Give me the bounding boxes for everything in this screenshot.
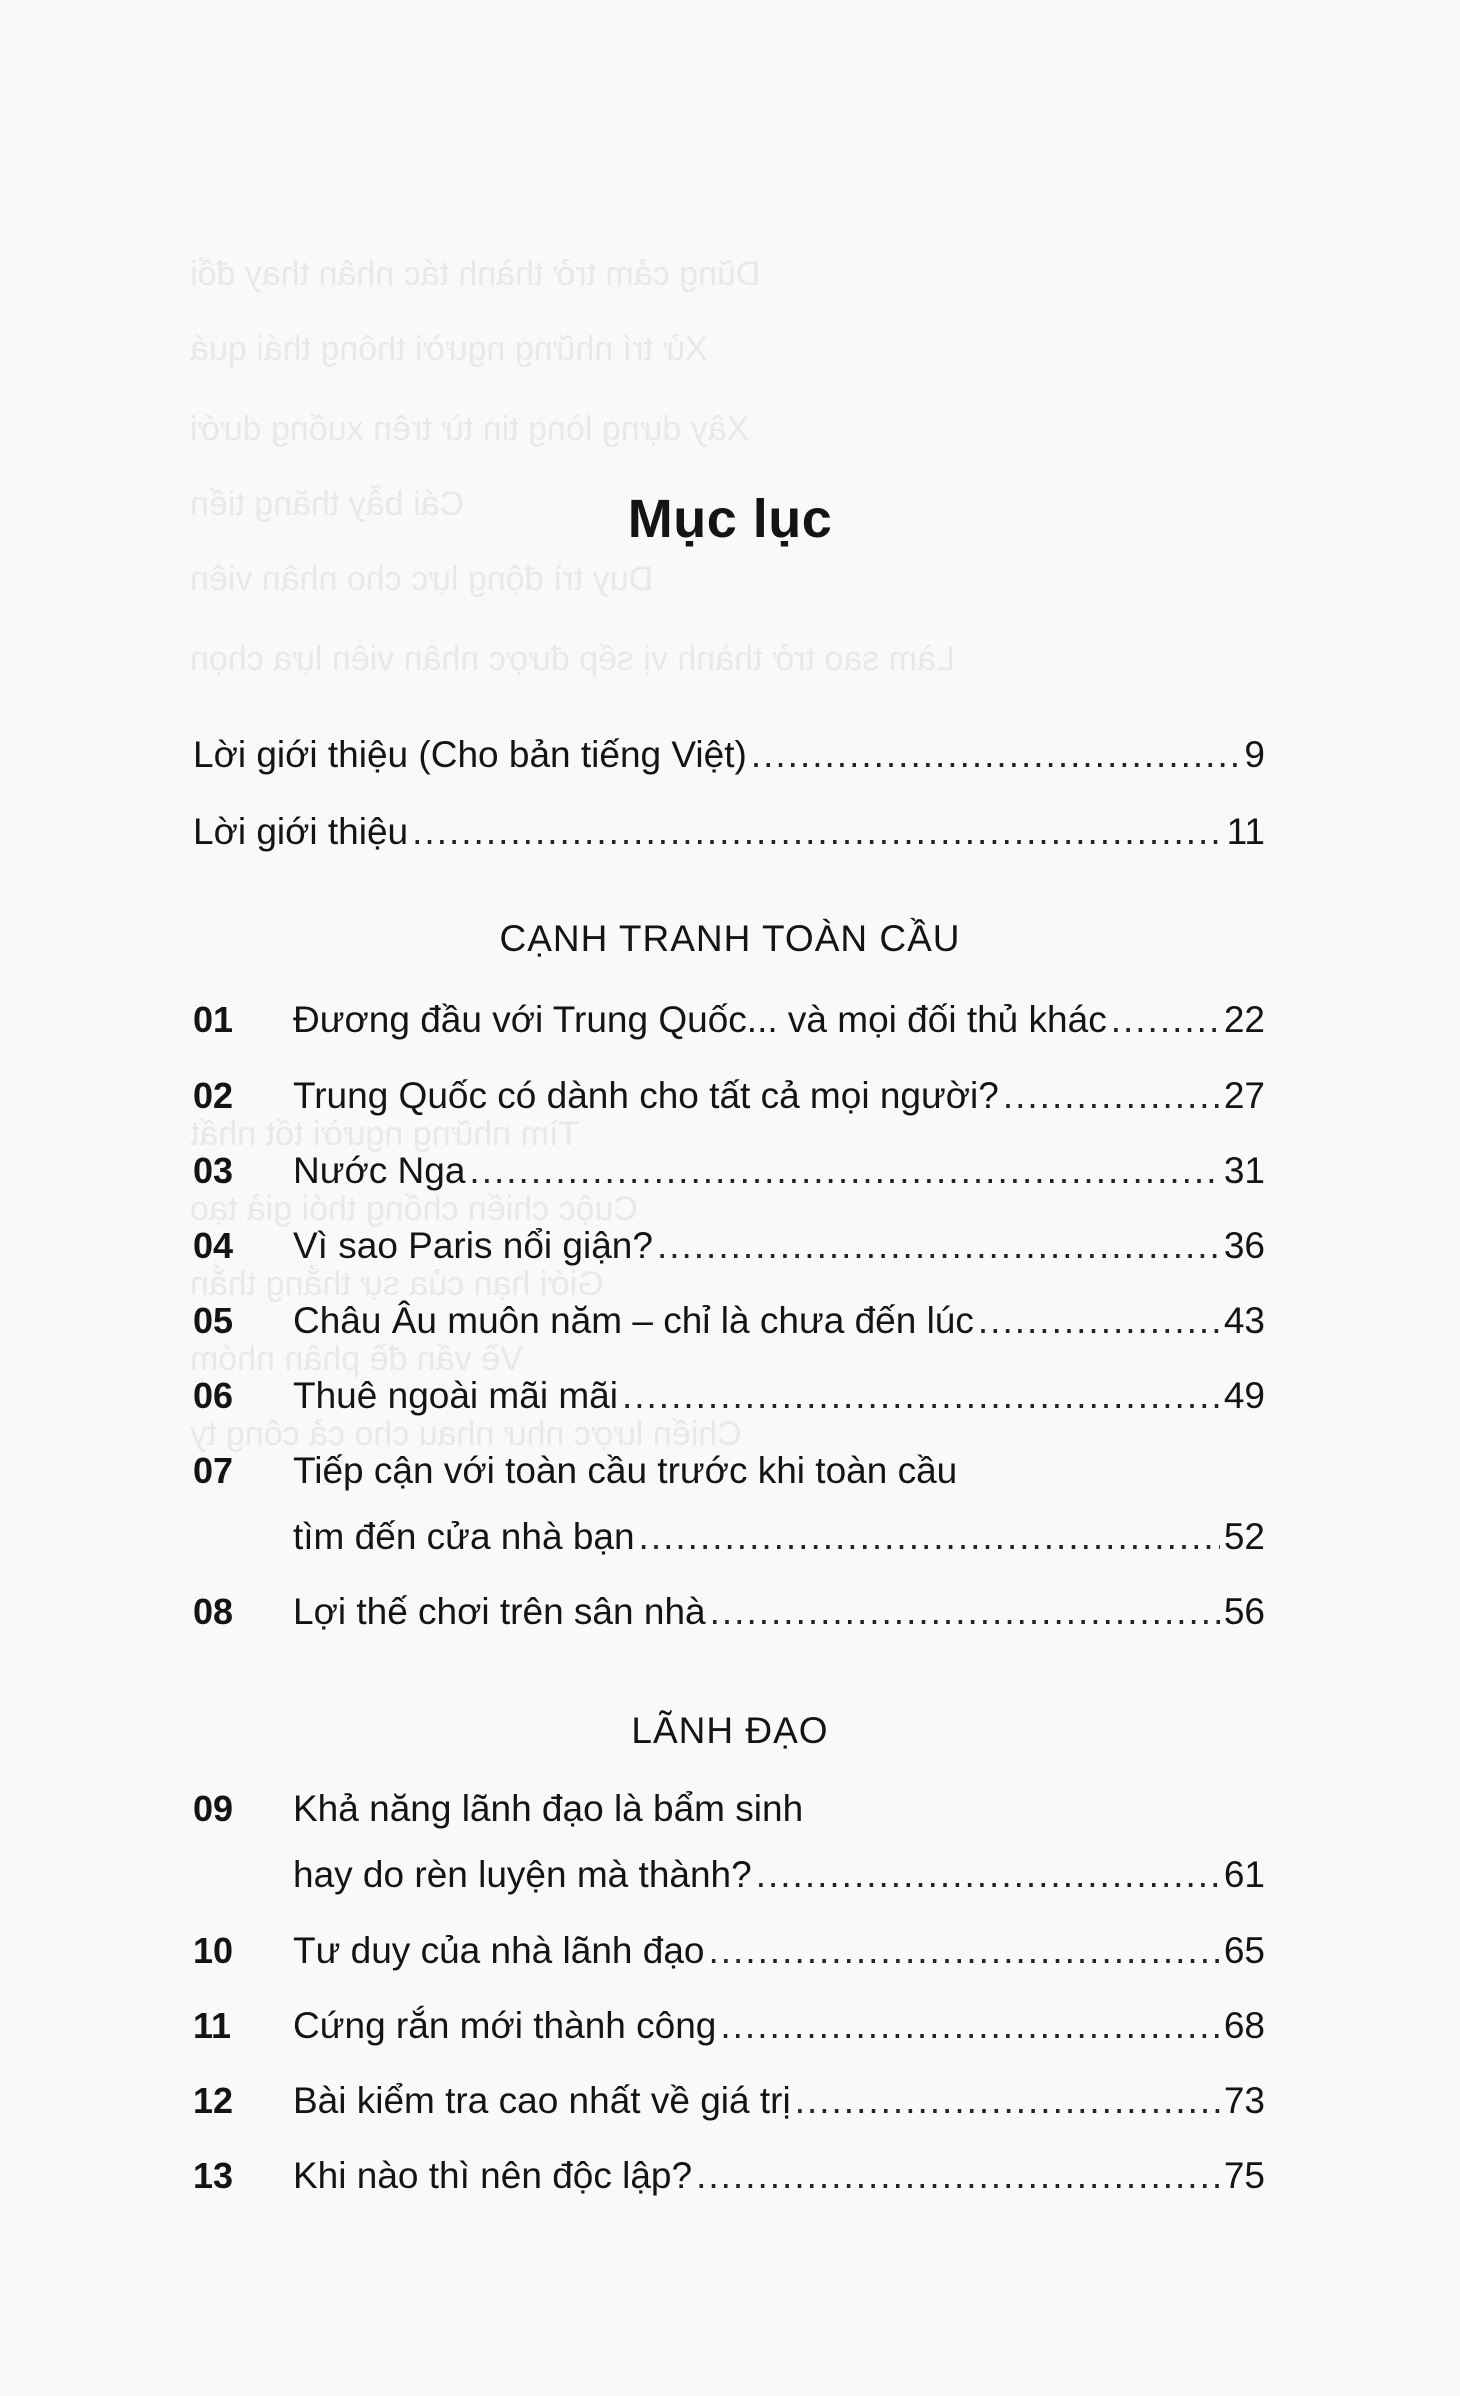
toc-entry-page: 22 [1223, 999, 1265, 1040]
toc-entry-label: Vì sao Paris nổi giận? [293, 1225, 653, 1266]
chapter-number: 13 [193, 2155, 234, 2196]
chapter-number: 07 [193, 1450, 234, 1491]
leader-dots [978, 1299, 1220, 1343]
chapter-number: 10 [193, 1930, 234, 1971]
leader-dots [1111, 998, 1220, 1042]
toc-entry-04[interactable] [193, 1224, 1265, 1268]
leader-dots [756, 1853, 1220, 1897]
leader-dots [412, 810, 1222, 854]
chapter-number: 11 [193, 2005, 232, 2046]
toc-entry-page: 52 [1223, 1516, 1265, 1557]
chapter-number: 04 [193, 1225, 234, 1266]
toc-entry-10[interactable] [193, 1929, 1265, 1973]
chapter-number: 12 [193, 2080, 234, 2121]
toc-entry-page: 61 [1223, 1854, 1265, 1895]
chapter-number: 05 [193, 1300, 234, 1341]
toc-entry-page: 9 [1244, 734, 1265, 775]
leader-dots [1003, 1074, 1220, 1118]
toc-entry-label: Cứng rắn mới thành công [293, 2005, 717, 2046]
toc-entry-page: 65 [1223, 1930, 1265, 1971]
toc-entry-12[interactable] [193, 2079, 1265, 2123]
toc-entry-label: Nước Nga [293, 1150, 466, 1191]
toc-entry-label: Bài kiểm tra cao nhất về giá trị [293, 2080, 791, 2121]
leader-dots [639, 1515, 1220, 1559]
toc-entry-page: 27 [1223, 1075, 1265, 1116]
chapter-number: 06 [193, 1375, 234, 1416]
toc-entry-intro[interactable] [193, 810, 1265, 854]
toc-entry-page: 49 [1223, 1375, 1265, 1416]
toc-entry-label: Lời giới thiệu (Cho bản tiếng Việt) [193, 734, 747, 775]
toc-entry-05[interactable] [193, 1299, 1265, 1343]
chapter-number: 08 [193, 1591, 234, 1632]
toc-entry-label-line2: hay do rèn luyện mà thành? [293, 1854, 752, 1895]
toc-entry-11[interactable] [193, 2004, 1265, 2048]
toc-entry-label: Lợi thế chơi trên sân nhà [293, 1591, 706, 1632]
toc-entry-page: 75 [1223, 2155, 1265, 2196]
toc-entry-page: 56 [1223, 1591, 1265, 1632]
toc-entry-label: Khả năng lãnh đạo là bẩm sinh [293, 1788, 804, 1829]
toc-entry-08[interactable] [193, 1590, 1265, 1634]
section-heading-leadership: LÃNH ĐẠO [631, 1710, 829, 1751]
chapter-number: 02 [193, 1075, 234, 1116]
toc-entry-label: Tư duy của nhà lãnh đạo [293, 1930, 705, 1971]
toc-entry-09[interactable] [193, 1787, 1265, 1831]
leader-dots [696, 2154, 1220, 2198]
leader-dots [622, 1374, 1220, 1418]
leader-dots [720, 2004, 1219, 2048]
chapter-number: 03 [193, 1150, 234, 1191]
toc-entry-label-line2: tìm đến cửa nhà bạn [293, 1516, 635, 1557]
toc-entry-02[interactable] [193, 1074, 1265, 1118]
chapter-number: 01 [193, 999, 234, 1040]
toc-entry-01[interactable] [193, 998, 1265, 1042]
chapter-number: 09 [193, 1788, 234, 1829]
section-heading-global-competition: CẠNH TRANH TOÀN CẦU [499, 918, 961, 959]
book-page: Dũng cảm trở thành tác nhân thay đổi Xử trí những người thông thái quá Xây dựng lòng tin từ trên xuống dưới Cái bẫy thăng tiến Duy trì động lực cho nhân viên Làm sao trở thành vị sếp được nhân viên lựa chọn Tìm những người tốt nhất Cuộc chiến chống thói giả tạo Giới hạn của sự thẳng thắn Về vấn đề phân nhóm Chiến lược như nhau cho cả công ty Mục lục Lời giới thiệu (Cho bản tiếng Việt) ..... 9 Lời giới thiệu ..... 11 CẠNH TRANH TOÀN CẦU 01 Đương đầu với Trung Quốc... và mọi đối thủ khác ..... 22 02 Trung Quốc có dành cho tất cả mọi người? ..... 27 03 Nước Nga ..... 31 04 Vì sao Paris nổi giận? ..... 36 05 Châu Âu muôn năm – chỉ là chưa đến lúc ..... 43 06 Thuê ngoài mãi mãi ..... 49 07 Tiếp cận với toàn cầu trước khi toàn cầu tìm đến cửa nhà bạn ..... 52 08 Lợi thế chơi trên sân nhà ..... 56 LÃNH ĐẠO 09 Khả năng lãnh đạo là bẩm sinh hay do rèn luyện mà thành? ..... 61 10 Tư duy của nhà lãnh đạo ..... 65 11 Cứng rắn mới thành công ..... 68 12 Bài kiểm tra cao nhất về giá trị ..... 73 13 Khi nào thì nên độc lập? ..... 75 [0, 0, 1460, 2396]
toc-entry-page: 73 [1223, 2080, 1265, 2121]
toc-entry-13[interactable] [193, 2154, 1265, 2198]
leader-dots [710, 1590, 1220, 1634]
toc-entry-label: Lời giới thiệu [193, 811, 409, 852]
toc-entry-03[interactable] [193, 1149, 1265, 1193]
toc-entry-page: 36 [1223, 1225, 1265, 1266]
toc-entry-page: 43 [1223, 1300, 1265, 1341]
toc-entry-label: Tiếp cận với toàn cầu trước khi toàn cầu [293, 1450, 958, 1491]
toc-entry-intro-vietnamese[interactable] [193, 733, 1265, 777]
leader-dots [795, 2079, 1220, 2123]
toc-entry-page: 11 [1226, 811, 1265, 852]
toc-entry-06[interactable] [193, 1374, 1265, 1418]
leader-dots [751, 733, 1241, 777]
toc-entry-label: Thuê ngoài mãi mãi [293, 1375, 618, 1416]
toc-entry-label: Đương đầu với Trung Quốc... và mọi đối thủ khác [293, 999, 1107, 1040]
toc-entry-page: 68 [1223, 2005, 1265, 2046]
toc-entry-label: Khi nào thì nên độc lập? [293, 2155, 693, 2196]
toc-entry-page: 31 [1223, 1150, 1265, 1191]
leader-dots [469, 1149, 1219, 1193]
toc-entry-07[interactable] [193, 1449, 1265, 1493]
page-title: Mục lục [627, 489, 833, 549]
toc-entry-label: Châu Âu muôn năm – chỉ là chưa đến lúc [293, 1300, 974, 1341]
leader-dots [657, 1224, 1220, 1268]
leader-dots [709, 1929, 1220, 1973]
toc-entry-07-continued[interactable] [293, 1515, 1265, 1559]
toc-entry-label: Trung Quốc có dành cho tất cả mọi người? [293, 1075, 999, 1116]
toc-entry-09-continued[interactable] [293, 1853, 1265, 1897]
